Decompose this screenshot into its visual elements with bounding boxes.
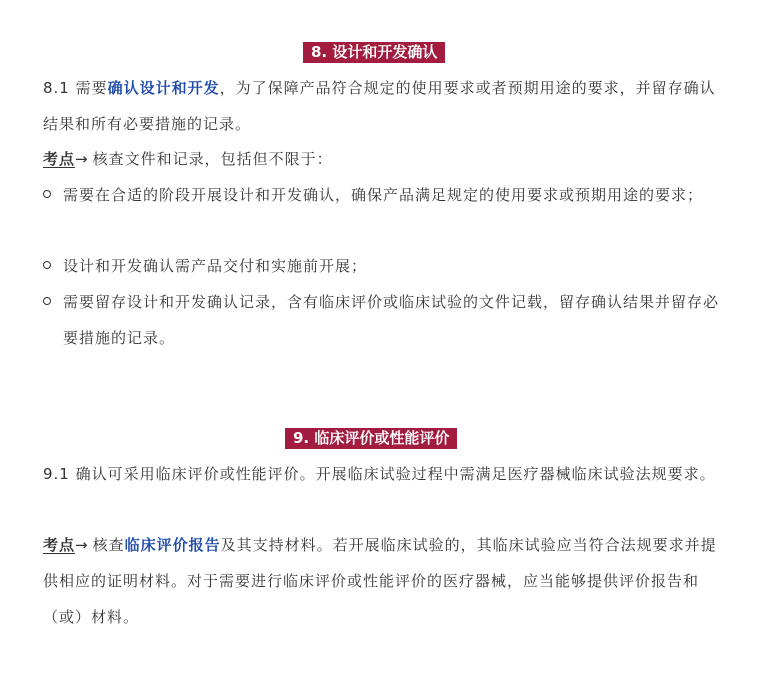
section-9-1-paragraph: 9.1 确认可采用临床评价或性能评价。开展临床试验过程中需满足医疗器械临床试验法规要求。	[43, 465, 716, 483]
arrow-icon: →	[75, 536, 89, 554]
section-8-kaodian	[43, 141, 723, 177]
list-item	[43, 248, 723, 284]
section-8-1-prefix: 8.1 需要	[43, 79, 108, 97]
section-8-kaodian-text: 核查文件和记录，包括但不限于：	[92, 150, 333, 168]
kaodian-label: 考点	[43, 150, 76, 168]
section-8-heading: 8. 设计和开发确认	[303, 42, 445, 63]
section-8-1-highlight: 确认设计和开发	[107, 79, 220, 97]
section-9-heading: 9. 临床评价或性能评价	[285, 428, 457, 449]
kaodian-label: 考点	[43, 536, 76, 554]
bullet-circle-icon	[43, 261, 51, 269]
section-9-kaodian-prefix: 核查	[92, 536, 125, 554]
section-9-kaodian-highlight: 临床评价报告	[124, 536, 221, 554]
arrow-icon: →	[75, 150, 89, 168]
list-item-text: 设计和开发确认需产品交付和实施前开展；	[63, 257, 368, 275]
section-9-kaodian	[43, 527, 723, 635]
bullet-circle-icon	[43, 297, 51, 305]
bullet-circle-icon	[43, 190, 51, 198]
list-item-text: 需要在合适的阶段开展设计和开发确认，确保产品满足规定的使用要求或预期用途的要求；	[63, 186, 704, 204]
list-item-text: 需要留存设计和开发确认记录，含有临床评价或临床试验的文件记载，留存确认结果并留存必要措施的记录。	[63, 293, 720, 347]
list-item	[43, 177, 723, 213]
section-8-1-paragraph	[43, 70, 723, 142]
section-8-1-suffix: ，为了保障产品符合规定的使用要求或者预期用途的要求，并留存确认结果和所有必要措施的记录。	[43, 79, 716, 133]
section-9-kaodian-suffix: 及其支持材料。若开展临床试验的，其临床试验应当符合法规要求并提供相应的证明材料。对于需要进行临床评价或性能评价的医疗器械，应当能够提供评价报告和（或）材料。	[43, 536, 717, 626]
list-item	[43, 284, 723, 356]
